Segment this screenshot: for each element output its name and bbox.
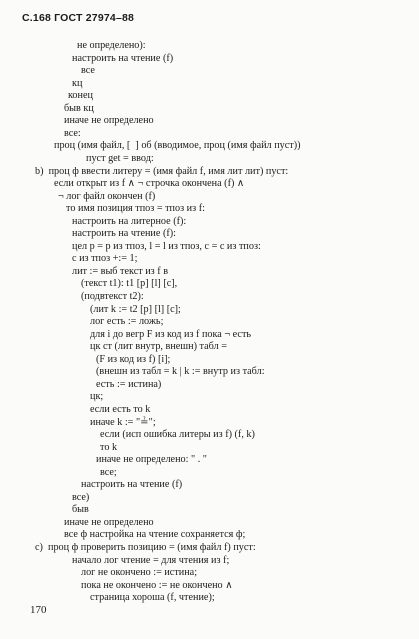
code-line: не определено):	[77, 40, 146, 51]
code-line: все ф настройка на чтение сохраняется ф;	[64, 529, 246, 541]
code-line: быв	[72, 504, 89, 516]
code-line: то имя позиция тпоз = тпоз из f:	[66, 203, 205, 215]
code-line: конец	[68, 90, 93, 102]
code-line: есть := истина)	[96, 378, 162, 390]
code-line: все:	[64, 127, 81, 139]
code-line: все;	[100, 466, 117, 478]
code-line: цк ст (лит внутр, внешн) табл =	[90, 341, 227, 353]
code-line: для i до вегр F из код из f пока ¬ есть	[90, 328, 252, 340]
code-line: лог есть := ложь;	[90, 316, 164, 328]
code-line: пока не окончено := не окончено ∧	[81, 579, 233, 591]
code-line: если (исп ошибка литеры из f) (f, k)	[100, 429, 255, 441]
code-line: (F из код из f) [i];	[96, 353, 171, 365]
code-line: иначе не определено: " . "	[96, 454, 207, 466]
page-number: 170	[30, 604, 47, 616]
code-line: цел р = р из тпоз, l = l из тпоз, с = с из тпоз:	[72, 240, 261, 252]
code-line: ¬ лог файл окончен (f)	[58, 190, 156, 202]
code-line: настроить на чтение (f):	[72, 228, 176, 240]
code-line: иначе k := "≟";	[90, 416, 156, 428]
code-line: с из тпоз +:= 1;	[72, 253, 138, 265]
code-line: то k	[100, 441, 118, 453]
code-line: (лит k := t2 [р] [l] [с];	[90, 303, 181, 315]
code-line: все)	[72, 491, 90, 503]
code-line: если есть то k	[90, 403, 151, 415]
code-line: если открыт из f ∧ ¬ строчка окончена (f) ∧	[54, 178, 245, 190]
code-line: (текст t1): t1 [р] [l] [с],	[81, 278, 178, 290]
code-line: с) проц ф проверить позицию = (имя файл f) пуст:	[35, 542, 256, 553]
code-line: настроить на чтение (f)	[72, 52, 174, 64]
page-header: С.168 ГОСТ 27974–88	[22, 12, 135, 24]
code-line: все	[81, 65, 95, 77]
code-line: пуст get = ввод:	[86, 152, 154, 164]
code-line: проц (имя файл, [ ] об (вводимое, проц (имя файл пуст))	[54, 140, 301, 152]
code-line: b) проц ф ввести литеру = (имя файл f, имя лит лит) пуст:	[35, 165, 289, 177]
code-line: быв кц	[64, 102, 94, 114]
code-line: начало лог чтение = для чтения из f;	[72, 554, 230, 566]
code-line: иначе не определено	[64, 115, 154, 127]
code-line: цк;	[90, 391, 104, 403]
code-line: иначе не определено	[64, 516, 154, 528]
code-line: лит := выб текст из f в	[72, 265, 169, 277]
code-line: страница хороша (f, чтение);	[90, 592, 215, 604]
code-line: настроить на чтение (f)	[81, 479, 183, 491]
code-line: лог не окончено := истина;	[81, 567, 198, 579]
code-line: (внешн из табл = k | k := внутр из табл:	[96, 366, 265, 378]
code-line: настроить на литерное (f):	[72, 215, 187, 227]
code-line: (подвтекст t2):	[81, 291, 144, 302]
code-line: кц	[72, 77, 83, 89]
